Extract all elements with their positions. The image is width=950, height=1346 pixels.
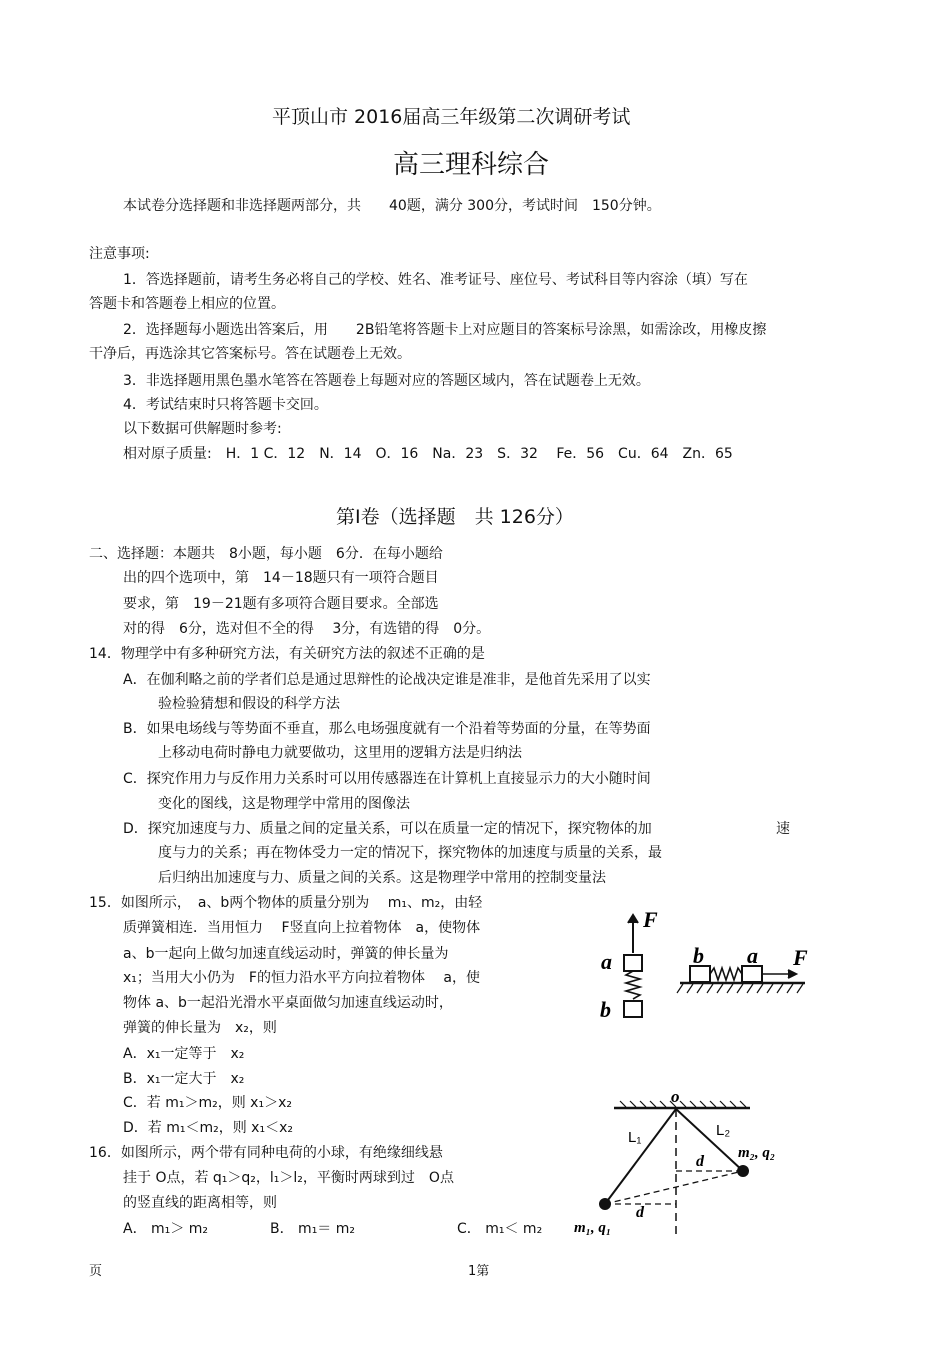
q14-option-d-line-3: 后归纳出加速度与力、质量之间的关系。这是物理学中常用的控制变量法	[158, 870, 606, 886]
q15-fig-f-vertical: F	[643, 907, 658, 932]
q14-option-b-line-2: 上移动电荷时静电力就要做功，这里用的逻辑方法是归纳法	[158, 745, 522, 761]
footer-left: 页	[89, 1264, 103, 1279]
reference-line: 以下数据可供解题时参考:	[123, 421, 282, 437]
q15-fig-a-horizontal: a	[747, 943, 758, 968]
q14-option-c-line-1: C．探究作用力与反作用力关系时可以用传感器连在计算机上直接显示力的大小随时间	[123, 771, 651, 787]
q15-option-a: A．x₁一定等于 x₂	[123, 1046, 245, 1062]
q16-fig-l2-label: L₂	[716, 1122, 731, 1139]
q14-option-d-line-1: D．探究加速度与力、质量之间的定量关系，可以在质量一定的情况下，探究物体的加	[123, 821, 652, 837]
q15-line-4: x₁；当用大小仍为 F的恒力沿水平方向拉着物体 a，使	[123, 970, 480, 986]
q15-line-3: a、b一起向上做匀加速直线运动时，弹簧的伸长量为	[123, 946, 449, 962]
note-1-line-1: 1．答选择题前，请考生务必将自己的学校、姓名、准考证号、座位号、考试科目等内容涂（填）写在	[123, 272, 748, 288]
pendulum-charges-figure	[570, 1087, 800, 1240]
section-instruction-4: 对的得 6分，选对但不全的得 3分，有选错的得 0分。	[123, 621, 491, 637]
section-instruction-2: 出的四个选项中，第 14－18题只有一项符合题目	[123, 570, 439, 586]
q16-option-c: C． m₁＜ m₂	[457, 1221, 543, 1237]
q16-option-a: A． m₁＞ m₂	[123, 1221, 208, 1237]
q16-option-b: B． m₁＝ m₂	[270, 1221, 356, 1237]
q16-fig-o-label: o	[671, 1087, 680, 1106]
q16-line-2: 挂于 O点，若 q₁＞q₂，l₁＞l₂，平衡时两球到过 O点	[123, 1170, 454, 1186]
q14-option-c-line-2: 变化的图线，这是物理学中常用的图像法	[158, 796, 410, 812]
q16-fig-d-lower: d	[636, 1204, 644, 1221]
q14-option-b-line-1: B．如果电场线与等势面不垂直，那么电场强度就有一个沿着等势面的分量，在等势面	[123, 721, 651, 737]
note-1-line-2: 答题卡和答题卷上相应的位置。	[89, 296, 285, 312]
exam-title: 平顶山市 2016届高三年级第二次调研考试	[272, 106, 631, 128]
q15-fig-b-vertical: b	[600, 997, 611, 1022]
q15-option-c: C．若 m₁＞m₂，则 x₁＞x₂	[123, 1095, 292, 1111]
spring-blocks-figure	[595, 905, 825, 1025]
q14-option-d-line-2: 度与力的关系；再在物体受力一定的情况下，探究物体的加速度与质量的关系，最	[158, 845, 662, 861]
q16-line-1: 16．如图所示，两个带有同种电荷的小球，有绝缘细线悬	[89, 1145, 443, 1161]
q16-fig-l1-label: L₁	[628, 1129, 642, 1146]
q16-fig-ball2-label: m₂, q₂	[738, 1145, 776, 1161]
section-instruction-3: 要求，第 19－21题有多项符合题目要求。全部选	[123, 596, 439, 612]
q15-line-6: 弹簧的伸长量为 x₂，则	[123, 1020, 277, 1036]
notes-heading: 注意事项:	[89, 246, 150, 262]
footer-page-number: 1第	[468, 1264, 490, 1279]
q14-stem: 14．物理学中有多种研究方法，有关研究方法的叙述不正确的是	[89, 646, 485, 662]
q15-line-2: 质弹簧相连．当用恒力 F竖直向上拉着物体 a，使物体	[123, 920, 481, 936]
section-instruction-1: 二、选择题：本题共 8小题，每小题 6分．在每小题给	[89, 546, 443, 562]
q14-option-d-tail: 速	[776, 821, 790, 837]
section-title: 第Ⅰ卷（选择题 共 126分）	[336, 506, 574, 528]
note-4: 4．考试结束时只将答题卡交回。	[123, 397, 328, 413]
note-3: 3．非选择题用黑色墨水笔答在答题卷上每题对应的答题区域内，答在试题卷上无效。	[123, 373, 650, 389]
intro-text: 本试卷分选择题和非选择题两部分，共 40题，满分 300分，考试时间 150分钟。	[123, 198, 661, 214]
q15-option-d: D．若 m₁＜m₂，则 x₁＜x₂	[123, 1120, 293, 1136]
q15-option-b: B．x₁一定大于 x₂	[123, 1071, 245, 1087]
q16-fig-d-upper: d	[696, 1153, 704, 1170]
q15-fig-b-horizontal: b	[693, 943, 704, 968]
note-2-line-1: 2．选择题每小题选出答案后，用 2B铅笔将答题卡上对应题目的答案标号涂黑，如需涂改，用橡皮擦	[123, 322, 767, 338]
q15-line-5: 物体 a、b一起沿光滑水平桌面做匀加速直线运动时，	[123, 995, 453, 1011]
q15-fig-f-horizontal: F	[793, 945, 808, 970]
q16-fig-ball1-label: m₁, q₁	[574, 1220, 612, 1236]
q14-option-a-line-2: 验检验猜想和假设的科学方法	[158, 696, 340, 712]
atomic-masses: 相对原子质量: H．1 C．12 N．14 O．16 Na．23 S．32 Fe．56 Cu．64 Zn．65	[123, 446, 733, 462]
q15-fig-a-vertical: a	[601, 949, 612, 974]
note-2-line-2: 干净后，再选涂其它答案标号。答在试题卷上无效。	[89, 346, 411, 362]
q14-option-a-line-1: A．在伽利略之前的学者们总是通过思辩性的论战决定谁是准非，是他首先采用了以实	[123, 672, 651, 688]
subject-title: 高三理科综合	[393, 150, 550, 180]
q15-line-1: 15．如图所示， a、b两个物体的质量分别为 m₁、m₂，由轻	[89, 895, 483, 911]
q16-line-3: 的竖直线的距离相等，则	[123, 1195, 277, 1211]
